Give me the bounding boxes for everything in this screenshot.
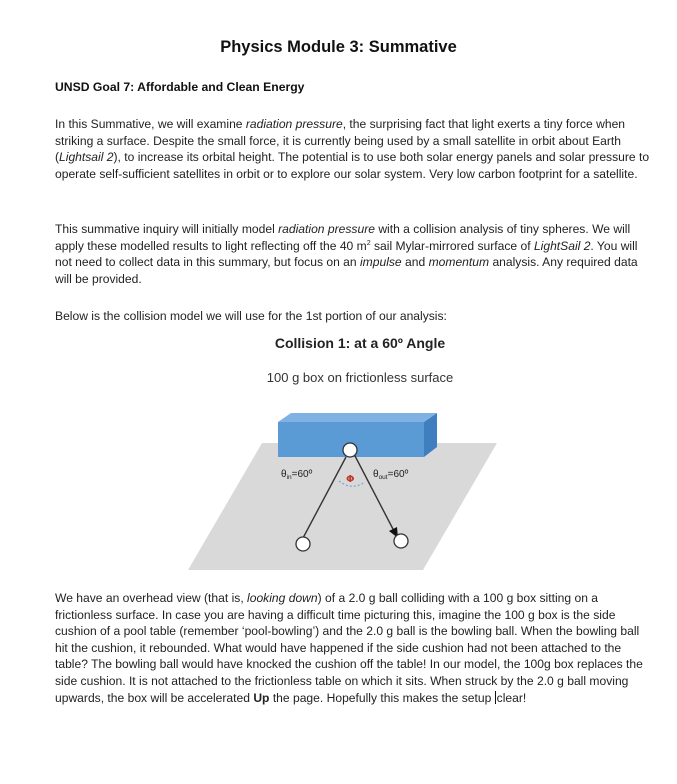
p2-text-d: sail Mylar-mirrored surface of xyxy=(370,238,534,253)
inquiry-paragraph xyxy=(55,221,653,287)
p1-text-e: ), to increase its orbital height. The potential is to use both solar energy panels and solar pressure to operate self-sufficient satellites in orbit or to explore our solar system. Very low carbon footprint for a satellite. xyxy=(55,150,650,181)
frictionless-surface xyxy=(188,443,497,570)
p1-text-a: In this Summative, we will examine xyxy=(55,117,246,131)
explanation-paragraph xyxy=(55,590,653,706)
p4-text-c: ) of a 2.0 g ball colliding with a 100 g box sitting on a frictionless surface. In case you are having a difficult time picturing this, imagine the 100 g box is the side cushion of a pool table (remember ‘pool-bowling’) and the 2.0 g ball is the bowling ball. When the bowling ball hit the cushion, it rebounded. What would have happened if the side cushion had not been attached to the table? The bowling ball would have knocked the cushion off the table! In our model, the 100g box replaces the side cushion. It is not attached to the frictionless table on which it sits. When struck by the 2.0 g ball moving upwards, the box will be accelerated xyxy=(55,591,643,705)
ball-end xyxy=(394,534,408,548)
theta-out-symbol: θ xyxy=(373,469,379,480)
collision-figure xyxy=(0,325,677,575)
goal-heading: UNSD Goal 7: Affordable and Clean Energy xyxy=(55,80,305,94)
p2-em-lightsail: LightSail 2 xyxy=(533,238,591,253)
p4-text-a: We have an overhead view (that is, xyxy=(55,591,248,605)
theta-in-subscript: in xyxy=(286,474,292,481)
p2-text-a: This summative inquiry will initially model xyxy=(55,222,279,236)
box-top-face xyxy=(278,413,437,422)
text-cursor xyxy=(495,691,496,704)
p4-text-f: clear! xyxy=(496,690,527,705)
theta-out-label xyxy=(373,469,409,481)
p2-text-f: . You will not need to collect data in this summary, but focus on an xyxy=(55,238,638,270)
theta-out-value: =60º xyxy=(387,469,409,480)
p2-em-momentum: momentum xyxy=(428,255,490,270)
p4-strong-up: Up xyxy=(253,690,270,705)
theta-in-label xyxy=(281,469,313,481)
collision-diagram xyxy=(0,325,677,575)
figure-subtitle: 100 g box on frictionless surface xyxy=(266,370,454,385)
phi-label: Φ xyxy=(346,474,355,485)
theta-in-symbol: θ xyxy=(281,469,287,480)
theta-in-value: =60º xyxy=(291,469,313,480)
theta-out-subscript: out xyxy=(378,474,388,481)
ball-start xyxy=(296,537,310,551)
model-intro-paragraph: Below is the collision model we will use for the 1st portion of our analysis: xyxy=(55,309,447,323)
document-title: Physics Module 3: Summative xyxy=(220,38,457,56)
p2-em-radiation-pressure: radiation pressure xyxy=(278,222,375,236)
figure-title: Collision 1: at a 60º Angle xyxy=(274,335,446,351)
intro-paragraph xyxy=(55,116,653,182)
ball-at-impact xyxy=(343,443,357,457)
p2-em-impulse: impulse xyxy=(359,255,402,270)
p1-em-radiation-pressure: radiation pressure xyxy=(245,117,343,131)
p4-em-looking-down: looking down xyxy=(247,591,318,605)
p2-text-c: with a collision analysis of tiny spheres. We will apply these modelled results to light reflecting off the 40 m xyxy=(55,222,631,253)
p1-em-lightsail: Lightsail 2 xyxy=(59,150,114,165)
p2-superscript: 2 xyxy=(366,239,371,247)
p4-text-e: the page. Hopefully this makes the setup xyxy=(269,690,495,705)
p1-text-c: , the surprising fact that light exerts a tiny force when striking a surface. Despite the small force, it is currently being used by a small satellite in orbit about Earth ( xyxy=(55,117,626,165)
p2-text-h: and xyxy=(401,255,429,270)
p2-text-j: analysis. Any required data will be provided. xyxy=(55,255,638,286)
